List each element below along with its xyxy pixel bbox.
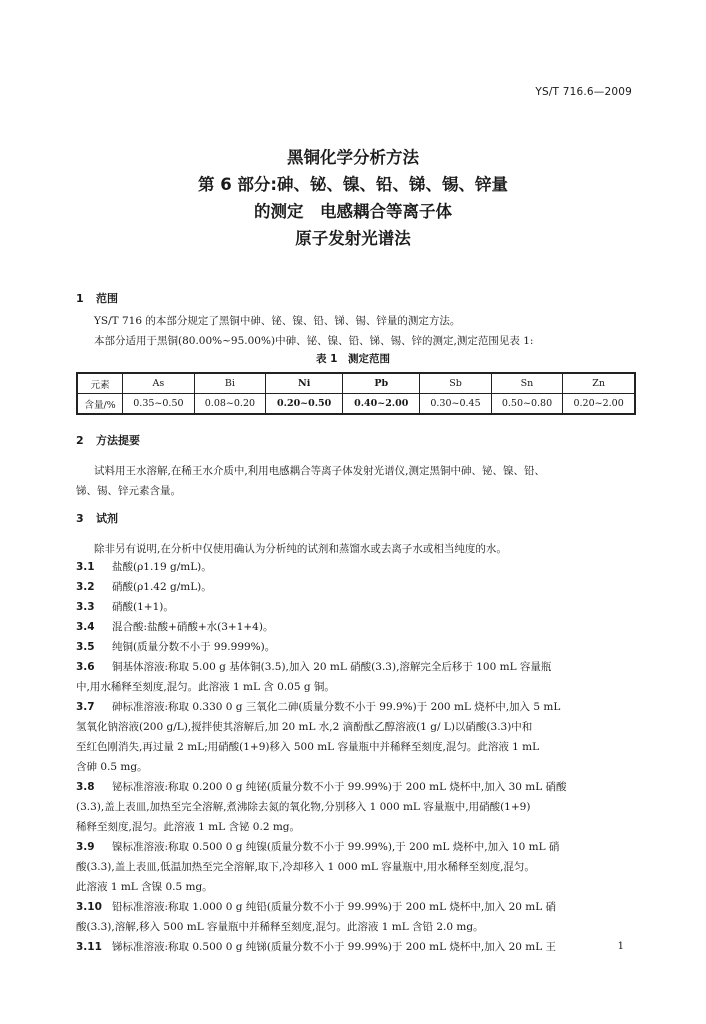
list-item <box>76 697 636 777</box>
section-3-title: 试剂 <box>96 512 118 525</box>
table-range-sb: 0.30~0.45 <box>420 394 492 415</box>
title-line-2: 第 6 部分:砷、铋、镍、铅、锑、锡、锌量 <box>197 175 509 194</box>
item-text: 镍标准溶液:称取 0.500 0 g 纯镍(质量分数不小于 99.99%),于 200 mL 烧杯中,加入 10 mL 硝 <box>112 841 560 853</box>
item-text: 铜基体溶液:称取 5.00 g 基体铜(3.5),加入 20 mL 硝酸(3.3),溶解完全后移于 100 mL 容量瓶 <box>112 661 552 673</box>
table-element-pb: Pb <box>343 373 420 394</box>
table-row <box>77 394 635 415</box>
item-text: 锑标准溶液:称取 0.500 0 g 纯锑(质量分数不小于 99.99%)于 200 mL 烧杯中,加入 20 mL 王 <box>112 941 557 953</box>
item-number: 3.3 <box>76 601 95 613</box>
item-text: 至红色刚消失,再过量 2 mL;用硝酸(1+9)移入 500 mL 容量瓶中并稀释至刻度,混匀。此溶液 1 mL <box>76 741 540 753</box>
item-text: (3.3),盖上表皿,加热至完全溶解,煮沸除去氮的氧化物,分别移入 1 000 mL 容量瓶中,用硝酸(1+9) <box>76 801 531 813</box>
item-text: 稀释至刻度,混匀。此溶液 1 mL 含铋 0.2 mg。 <box>76 821 301 833</box>
section-1-number: 1 <box>76 292 84 305</box>
table-header-label: 元素 <box>77 373 123 394</box>
table-element-as: As <box>123 373 195 394</box>
item-text: 砷标准溶液:称取 0.330 0 g 三氧化二砷(质量分数不小于 99.9%)于 200 mL 烧杯中,加入 5 mL <box>112 701 561 713</box>
item-text: 盐酸(ρ1.19 g/mL)。 <box>112 561 212 573</box>
item-number: 3.1 <box>76 561 95 573</box>
section-3-intro: 除非另有说明,在分析中仅使用确认为分析纯的试剂和蒸馏水或去离子水或相当纯度的水。 <box>94 543 507 555</box>
table-range-bi: 0.08~0.20 <box>194 394 266 415</box>
item-number: 3.7 <box>76 701 95 713</box>
item-number: 3.2 <box>76 581 95 593</box>
section-1-paragraph-1: YS/T 716 的本部分规定了黑铜中砷、铋、镍、铅、锑、锡、锌量的测定方法。 <box>94 315 461 327</box>
table-element-sn: Sn <box>491 373 563 394</box>
list-item <box>76 557 636 577</box>
item-text: 硝酸(ρ1.42 g/mL)。 <box>112 581 212 593</box>
section-3-heading <box>76 510 118 526</box>
list-item <box>76 837 636 897</box>
list-item <box>76 617 636 637</box>
list-item <box>76 597 636 617</box>
item-text: 中,用水稀释至刻度,混匀。此溶液 1 mL 含 0.05 g 铜。 <box>76 681 335 693</box>
section-1-paragraph-2: 本部分适用于黑铜(80.00%~95.00%)中砷、铋、镍、铅、锑、锡、锌的测定,测定范围见表 1: <box>94 335 534 347</box>
item-number: 3.5 <box>76 641 95 653</box>
item-text: 纯铜(质量分数不小于 99.999%)。 <box>112 641 276 653</box>
item-text: 硝酸(1+1)。 <box>112 601 174 613</box>
item-number: 3.9 <box>76 841 95 853</box>
title-line-4: 原子发射光谱法 <box>295 229 411 248</box>
standard-number: YS/T 716.6—2009 <box>535 86 632 98</box>
table-range-zn: 0.20~2.00 <box>563 394 635 415</box>
page-number: 1 <box>617 941 624 952</box>
item-text: 铅标准溶液:称取 1.000 0 g 纯铅(质量分数不小于 99.99%)于 200 mL 烧杯中,加入 20 mL 硝 <box>112 901 557 913</box>
section-2-text-line-2: 锑、锡、锌元素含量。 <box>76 485 181 497</box>
table-caption: 表 1 测定范围 <box>316 353 390 365</box>
item-number: 3.11 <box>76 941 102 953</box>
range-table <box>76 372 636 415</box>
list-item <box>76 577 636 597</box>
item-text: 酸(3.3),盖上表皿,低温加热至完全溶解,取下,冷却移入 1 000 mL 容量瓶中,用水稀释至刻度,混匀。 <box>76 861 535 873</box>
item-number: 3.4 <box>76 621 95 633</box>
item-text: 酸(3.3),溶解,移入 500 mL 容量瓶中并稀释至刻度,混匀。此溶液 1 mL 含铅 2.0 mg。 <box>76 921 484 933</box>
list-item <box>76 637 636 657</box>
section-1-heading <box>76 290 118 306</box>
section-3-number: 3 <box>76 512 84 525</box>
table-range-as: 0.35~0.50 <box>123 394 195 415</box>
item-text: 氢氧化钠溶液(200 g/L),搅拌使其溶解后,加 20 mL 水,2 滴酚酞乙醇溶液(1 g/ L)以硝酸(3.3)中和 <box>76 721 533 733</box>
list-item <box>76 897 636 937</box>
table-element-zn: Zn <box>563 373 635 394</box>
item-number: 3.8 <box>76 781 95 793</box>
section-1-title: 范围 <box>96 292 118 305</box>
table-element-ni: Ni <box>266 373 343 394</box>
section-2-title: 方法提要 <box>96 434 140 447</box>
item-text: 混合酸:盐酸+硝酸+水(3+1+4)。 <box>112 621 274 633</box>
reagent-list <box>76 557 636 957</box>
section-2-text-line-1: 试料用王水溶解,在稀王水介质中,利用电感耦合等离子体发射光谱仪,测定黑铜中砷、铋、镍、铅、 <box>94 465 546 477</box>
list-item <box>76 777 636 837</box>
item-number: 3.6 <box>76 661 95 673</box>
section-2-number: 2 <box>76 434 84 447</box>
title-line-1: 黑铜化学分析方法 <box>287 148 419 167</box>
table-header-row <box>77 373 635 394</box>
list-item <box>76 937 636 957</box>
table-range-ni: 0.20~0.50 <box>266 394 343 415</box>
item-text: 此溶液 1 mL 含镍 0.5 mg。 <box>76 881 213 893</box>
table-range-sn: 0.50~0.80 <box>491 394 563 415</box>
list-item <box>76 657 636 697</box>
document-title <box>0 144 706 252</box>
table-element-bi: Bi <box>194 373 266 394</box>
title-line-3: 的测定 电感耦合等离子体 <box>254 202 452 221</box>
item-number: 3.10 <box>76 901 102 913</box>
table-row-label: 含量/% <box>77 394 123 415</box>
section-2-heading <box>76 432 140 448</box>
table-range-pb: 0.40~2.00 <box>343 394 420 415</box>
table-element-sb: Sb <box>420 373 492 394</box>
item-text: 铋标准溶液:称取 0.200 0 g 纯铋(质量分数不小于 99.99%)于 200 mL 烧杯中,加入 30 mL 硝酸 <box>112 781 567 793</box>
item-text: 含砷 0.5 mg。 <box>76 761 148 773</box>
